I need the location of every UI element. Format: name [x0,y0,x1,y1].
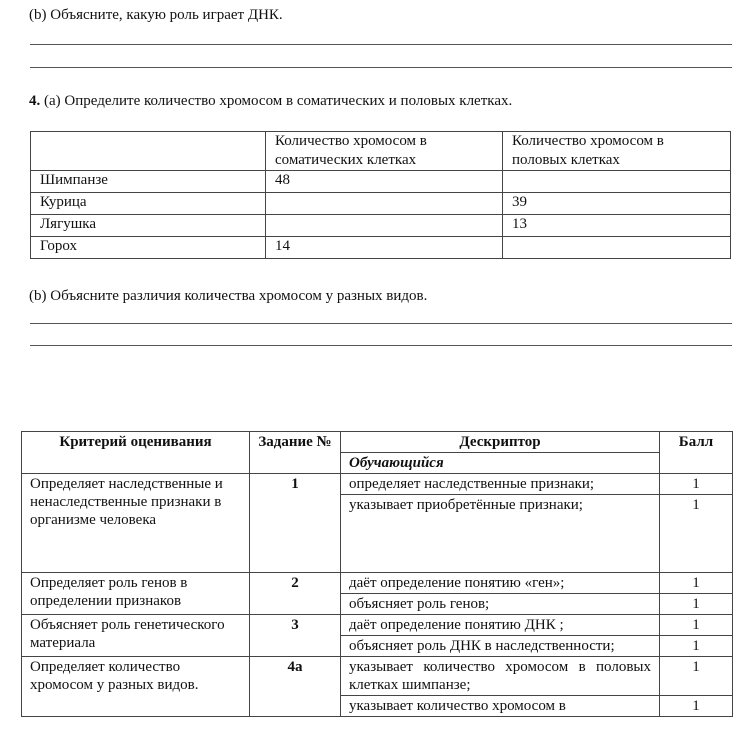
table-row [31,215,731,237]
rubric-score: 1 [660,615,732,636]
table-row [31,193,731,215]
rubric-row [22,615,733,657]
rubric-score-cell [660,657,733,717]
table-cell-somatic[interactable]: 48 [266,171,503,193]
rubric-task: 3 [250,615,341,657]
question-4a-text [29,92,512,110]
rubric-score: 1 [692,596,700,612]
rubric-header-descriptor-cell [341,432,660,474]
rubric-header-task: Задание № [250,432,341,474]
rubric-header-row [22,432,733,474]
rubric-score-cell [660,615,733,657]
answer-line[interactable] [30,345,732,346]
question-4a-label: (a) Определите количество хромосом в соматических и половых клетках. [40,93,513,109]
table-cell-species: Шимпанзе [31,171,266,193]
table-cell-sex[interactable]: 39 [503,193,731,215]
rubric-row [22,657,733,717]
answer-line[interactable] [30,44,732,45]
table-header-row [31,132,731,171]
rubric-score: 1 [692,638,700,654]
question-number: 4. [29,93,41,109]
rubric-descriptor: даёт определение понятию «ген»; [341,573,659,594]
table-cell-species: Курица [31,193,266,215]
rubric-task: 2 [250,573,341,615]
table-cell-somatic[interactable] [266,215,503,237]
question-4b-text: (b) Объясните различия количества хромосом у разных видов. [29,288,428,304]
table-cell-species: Горох [31,237,266,259]
table-cell-somatic[interactable]: 14 [266,237,503,259]
rubric-row [22,474,733,573]
rubric-descriptor-cell [341,657,660,717]
answer-line[interactable] [30,67,732,68]
rubric-header-score: Балл [660,432,733,474]
rubric-criterion: Определяет роль генов в определении признаков [22,573,250,615]
rubric-score: 1 [692,497,700,513]
rubric-criterion: Объясняет роль генетического материала [22,615,250,657]
rubric-descriptor: определяет наследственные признаки; [341,474,659,495]
rubric-descriptor: объясняет роль генов; [349,596,490,612]
rubric-descriptor: даёт определение понятию ДНК ; [341,615,659,636]
rubric-descriptor: объясняет роль ДНК в наследственности; [349,638,615,654]
rubric-task: 1 [250,474,341,573]
rubric-score: 1 [660,657,732,696]
rubric-score-cell [660,573,733,615]
rubric-header-criterion: Критерий оценивания [22,432,250,474]
rubric-descriptor: указывает количество хромосом в половых клетках шимпанзе; [341,657,659,696]
table-row [31,171,731,193]
table-cell-sex[interactable]: 13 [503,215,731,237]
question-3b-text: (b) Объясните, какую роль играет ДНК. [29,7,283,23]
rubric-score: 1 [660,573,732,594]
rubric-header-descriptor: Дескриптор [341,432,659,453]
rubric-descriptor-cell [341,573,660,615]
rubric-table [21,431,733,717]
rubric-descriptor-cell [341,615,660,657]
table-cell-somatic[interactable] [266,193,503,215]
table-cell-sex[interactable] [503,237,731,259]
table-header-cell: Количество хромосом в соматических клетках [266,132,503,171]
table-header-cell: Количество хромосом в половых клетках [503,132,731,171]
rubric-score: 1 [660,474,732,495]
chromosome-table [30,131,731,259]
rubric-descriptor: указывает количество хромосом в [349,698,566,714]
rubric-descriptor-cell [341,474,660,573]
rubric-task: 4a [250,657,341,717]
rubric-score-cell [660,474,733,573]
table-cell-species: Лягушка [31,215,266,237]
answer-line[interactable] [30,323,732,324]
table-cell-sex[interactable] [503,171,731,193]
rubric-row [22,573,733,615]
rubric-header-learner: Обучающийся [349,455,444,471]
table-header-cell [31,132,266,171]
rubric-score: 1 [692,698,700,714]
rubric-criterion: Определяет наследственные и ненаследственные признаки в организме человека [22,474,250,573]
table-row [31,237,731,259]
rubric-criterion: Определяет количество хромосом у разных видов. [22,657,250,717]
rubric-descriptor: указывает приобретённые признаки; [349,497,583,513]
